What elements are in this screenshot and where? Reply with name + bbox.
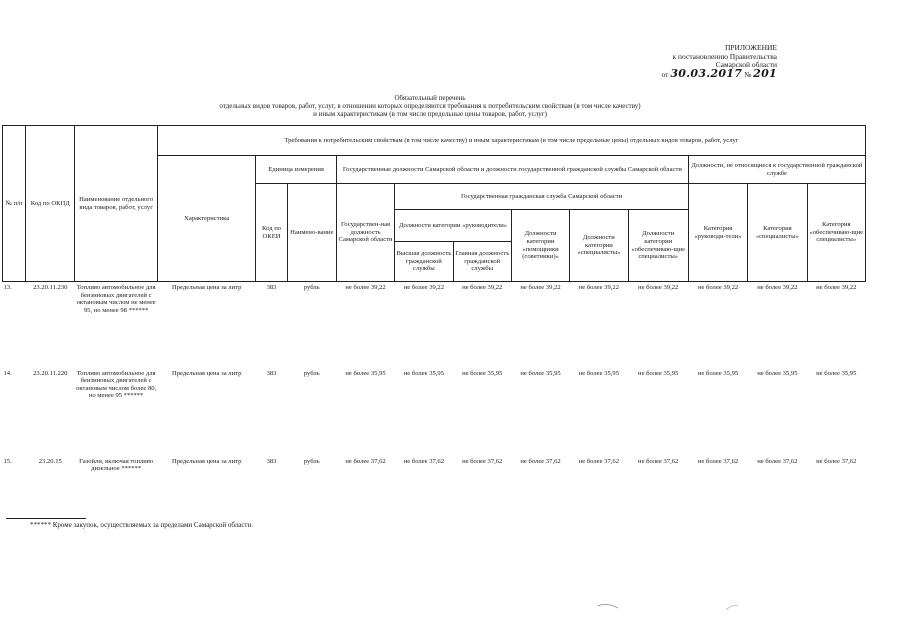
header-unit-name: Наимено-вание — [287, 184, 336, 282]
resolution-number: 201 — [753, 66, 777, 80]
row-value: не более 37,62 — [816, 457, 857, 465]
table-row — [3, 368, 866, 456]
row-num: 15. — [3, 457, 12, 465]
requirements-table — [2, 125, 866, 496]
row-value: не более 39,22 — [520, 284, 561, 291]
table-row — [3, 456, 866, 496]
header-requirements: Требования к потребительским свойствам (в том числе качеству) и иным характеристикам (в том числе предельные цены) отдельных видов товаров, работ, услуг — [157, 126, 865, 156]
row-value: не более 39,22 — [462, 284, 503, 291]
header-civil-service: Государственная гражданская служба Самарской области — [395, 184, 689, 210]
row-value: не более 35,95 — [578, 369, 620, 377]
appendix-date-line — [577, 66, 777, 80]
date-prefix: от — [661, 69, 669, 79]
row-value: не более 35,95 — [462, 369, 503, 377]
row-value: не более 37,62 — [403, 457, 445, 465]
number-prefix: № — [744, 69, 752, 79]
row-unit: рубль — [303, 457, 320, 465]
row-value: не более 37,62 — [578, 457, 620, 465]
header-cat-specialists: Категория «специалисты» — [748, 184, 807, 282]
row-value: не более 39,22 — [578, 284, 620, 291]
row-name: Газойли, включая топливо дизельное ****** — [79, 457, 154, 473]
row-code: 23.20.11.220 — [33, 369, 68, 377]
header-okpd: Код по ОКПД — [26, 126, 75, 282]
document-title — [150, 94, 710, 119]
row-num: 13. — [3, 284, 12, 291]
row-num: 14. — [3, 369, 12, 377]
row-value: не более 37,62 — [638, 457, 679, 465]
header-gov-post: Государствен-ная должность Самарской области — [336, 184, 394, 282]
row-name: Топливо автомобильное для бензиновых двигателей с октановым числом не менее 95, но менее 98 ****** — [76, 284, 156, 314]
title-line-3: и иным характеристикам (в том числе предельные цены товаров, работ, услуг) — [313, 110, 547, 119]
header-unit: Единица измерения — [256, 156, 336, 184]
footnote: ****** Кроме закупок, осуществляемых за пределами Самарской области. — [30, 521, 253, 529]
header-main: Главная должность гражданской службы — [453, 242, 511, 282]
title-line-2: отдельных видов товаров, работ, услуг, в отношении которых определяются требования к потребительским свойствам (в том числе качеству) — [219, 102, 641, 111]
scan-mark — [596, 600, 746, 620]
table-row — [3, 282, 866, 368]
row-value: не более 35,95 — [345, 369, 386, 377]
header-assistants: Должности категории «помощники (советники)» — [511, 210, 569, 282]
header-support: Должности категории «обеспечиваю-щие специалисты» — [628, 210, 688, 282]
header-gov-positions: Государственные должности Самарской области и должности государственной гражданской службы Самарской области — [336, 156, 688, 184]
appendix-block — [577, 44, 777, 79]
header-characteristic: Характеристика — [157, 156, 256, 282]
row-unit: рубль — [303, 369, 320, 377]
row-unit: рубль — [303, 284, 320, 291]
header-cat-heads: Категория «руководи-тели» — [688, 184, 747, 282]
row-okei: 383 — [266, 457, 277, 465]
appendix-to-resolution: к постановлению Правительства — [672, 51, 777, 61]
row-value: не более 39,22 — [345, 284, 386, 291]
row-value: не более 37,62 — [462, 457, 503, 465]
resolution-date: 30.03.2017 — [670, 66, 743, 80]
row-characteristic: Предельная цена за литр — [171, 369, 242, 377]
appendix-region: Самарской области — [715, 60, 777, 70]
row-value: не более 39,22 — [757, 284, 798, 291]
row-value: не более 39,22 — [697, 284, 739, 291]
header-specialists: Должности категории «специалисты» — [570, 210, 628, 282]
row-okei: 383 — [266, 369, 277, 377]
row-value: не более 35,95 — [816, 369, 857, 377]
header-highest: Высшая должность гражданской службы — [395, 242, 453, 282]
header-unit-code: Код по ОКЕИ — [256, 184, 287, 282]
header-non-gov: Должности, не относящиеся к государственной гражданской службе — [688, 156, 865, 184]
row-name: Топливо автомобильное для бензиновых двигателей с октановым числом более 80, но менее 95 ****** — [76, 369, 157, 400]
row-characteristic: Предельная цена за литр — [171, 457, 242, 465]
header-name: Наименование отдельного вида товаров, работ, услуг — [75, 126, 157, 282]
row-characteristic: Предельная цена за литр — [171, 284, 242, 291]
footnote-divider — [6, 518, 86, 519]
row-value: не более 39,22 — [816, 284, 857, 291]
title-line-1: Обязательный перечень — [394, 94, 466, 102]
row-value: не более 37,62 — [520, 457, 561, 465]
header-num: № п/п — [3, 126, 26, 282]
appendix-label: ПРИЛОЖЕНИЕ — [724, 43, 777, 52]
row-value: не более 35,95 — [697, 369, 739, 377]
row-value: не более 35,95 — [403, 369, 445, 377]
row-value: не более 37,62 — [345, 457, 386, 465]
header-heads: Должности категории «руководители» — [395, 210, 512, 242]
row-value: не более 37,62 — [757, 457, 798, 465]
row-code: 23.20.15 — [38, 457, 62, 465]
row-value: не более 37,62 — [697, 457, 739, 465]
row-value: не более 35,95 — [757, 369, 798, 377]
row-value: не более 39,22 — [638, 284, 679, 291]
header-cat-support: Категория «обеспечиваю-щие специалисты» — [807, 184, 865, 282]
row-code: 23.20.11.230 — [33, 284, 68, 291]
row-value: не более 35,95 — [638, 369, 679, 377]
row-okei: 383 — [266, 284, 277, 291]
row-value: не более 35,95 — [520, 369, 561, 377]
row-value: не более 39,22 — [403, 284, 445, 291]
